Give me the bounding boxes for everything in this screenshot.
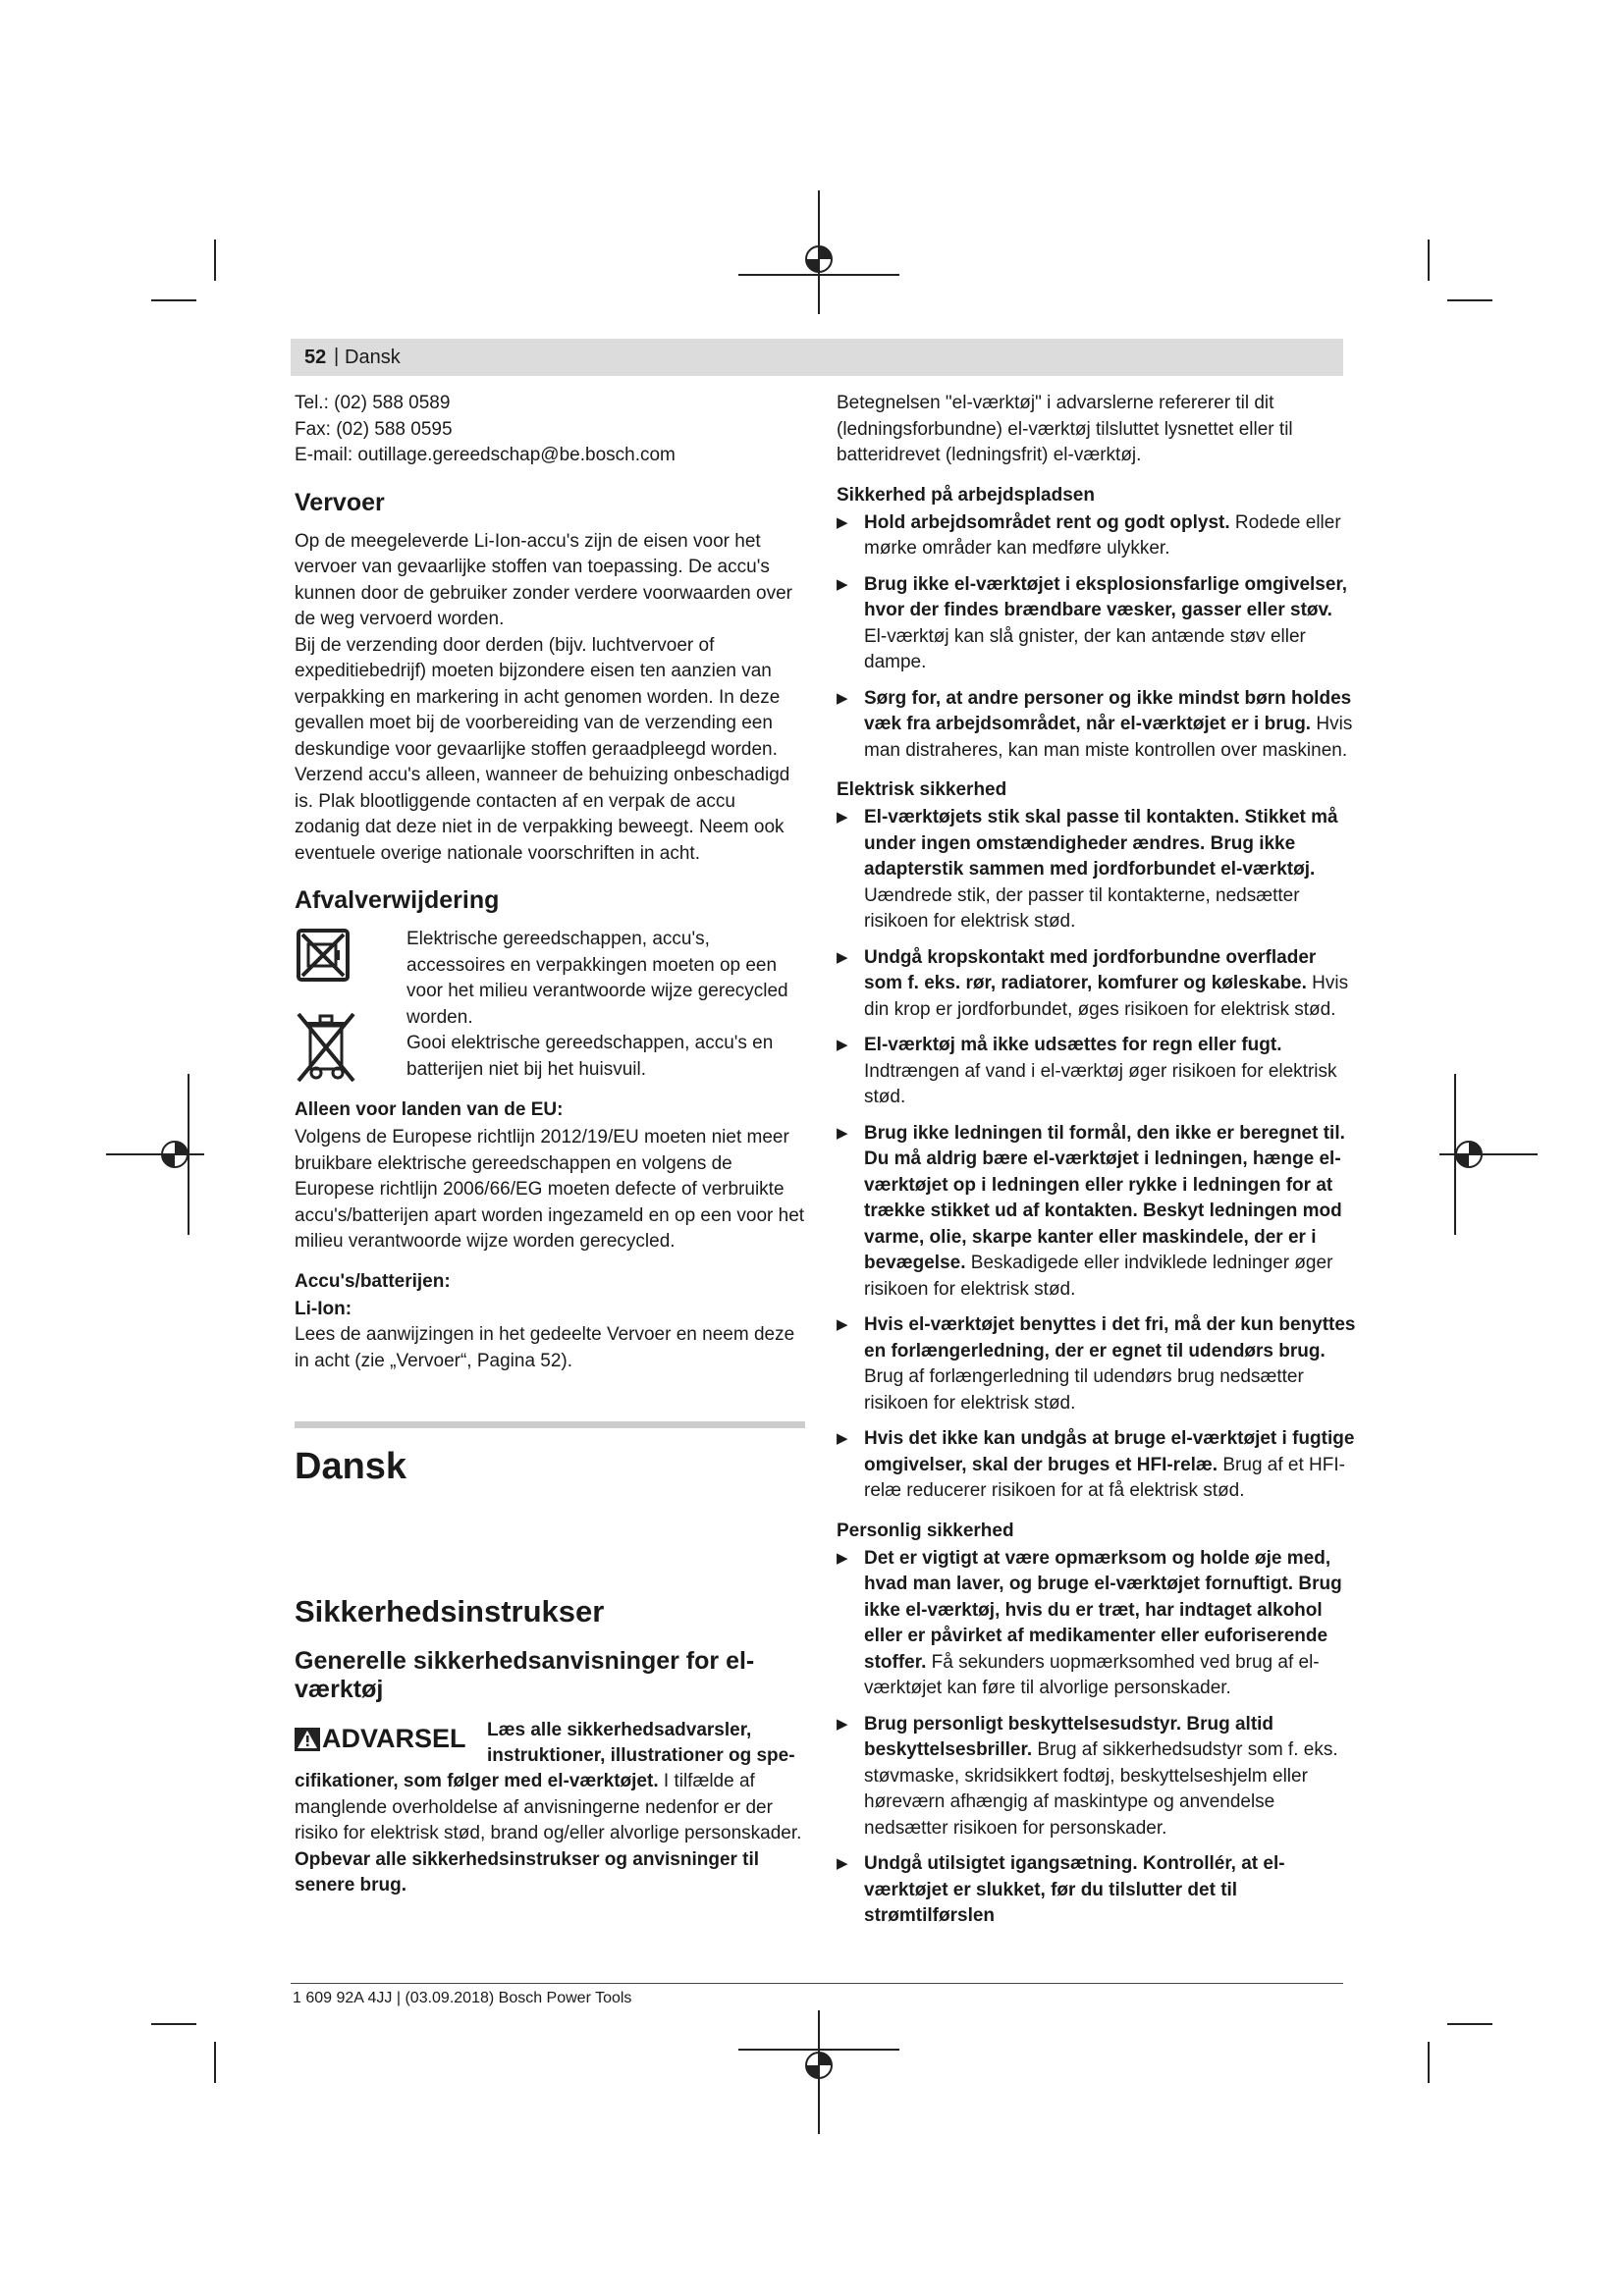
crop-mark-icon	[214, 2042, 216, 2083]
item-text: Brug af forlængerledning til udendørs brug nedsætter risikoen for elektrisk stød.	[864, 1366, 1304, 1414]
warning-continuation	[295, 1769, 805, 1847]
list-item	[837, 1121, 1357, 1304]
bullet-arrow-icon: ▶	[837, 513, 848, 531]
item-text: Rodede eller mørke områder kan medføre ulykker.	[864, 511, 1341, 559]
personal-safety-heading: Personlig sikkerhed	[837, 1520, 1014, 1541]
eu-heading: Alleen voor landen van de EU:	[295, 1099, 564, 1120]
list-item	[837, 805, 1357, 935]
bullet-arrow-icon: ▶	[837, 1715, 848, 1733]
accu-heading: Accu's/batterijen:	[295, 1270, 451, 1292]
item-text: Hvis din krop er jordforbundet, øges risikoen for elektrisk stød.	[864, 973, 1349, 1020]
vervoer-paragraph-2: Bij de verzending door derden (bijv. luchtvervoer of expeditiebedrijf) moeten bijzondere eisen ten aanzien van verpakking en markering in acht genomen worden. In deze gevallen moet bij de voorbereiding van de verzending een deskundige voor gevaarlijke stoffen geraadpleegd worden.	[295, 634, 781, 760]
safety-title: Sikkerhedsinstrukser	[295, 1594, 605, 1629]
disposal-paragraph-2: Gooi elektrische gereedschappen, accu's en batterijen niet bij het huisvuil.	[406, 1033, 774, 1080]
registration-mark-icon	[738, 2010, 899, 2134]
list-item	[837, 1851, 1357, 1930]
item-text: Hvis man distraheres, kan man miste kontrollen over maskinen.	[864, 714, 1353, 761]
header-language: Dansk	[345, 347, 401, 368]
warning-label: ADVARSEL	[322, 1724, 466, 1753]
work-safety-list	[837, 510, 1357, 765]
crop-mark-icon	[1428, 2042, 1430, 2083]
crop-mark-icon	[1447, 299, 1492, 301]
item-text: Beskadigede eller indviklede ledninger øger risikoen for elektrisk stød.	[864, 1253, 1333, 1300]
list-item	[837, 945, 1357, 1024]
afvalverwijdering-heading: Afvalverwijdering	[295, 886, 500, 914]
section-divider	[295, 1421, 805, 1428]
item-bold-text: Brug personligt beskyttelsesudstyr. Brug altid beskyttelsesbriller.	[864, 1713, 1274, 1760]
bullet-arrow-icon: ▶	[837, 948, 848, 966]
vervoer-paragraph-3: Verzend accu's alleen, wanneer de behuizing onbeschadigd is. Plak blootliggende contacten af en verpak de accu zodanig dat deze niet in de verpakking beweegt. Neem ook eventuele overige nationale voorschriften in acht.	[295, 765, 790, 864]
bullet-arrow-icon: ▶	[837, 1549, 848, 1567]
item-text: El-værktøj kan slå gnister, der kan antænde støv eller dampe.	[864, 625, 1306, 672]
page-footer	[291, 1983, 1343, 2006]
list-item	[837, 1712, 1357, 1842]
liion-heading: Li-Ion:	[295, 1298, 352, 1319]
eu-text: Volgens de Europese richtlijn 2012/19/EU moeten niet meer bruikbare elektrische gereedschappen en volgens de Europese richtlijn 2006/66/EG moeten defecte of verbruikte accu's/batterijen apart worden ingezameld en op een voor het milieu verantwoorde wijze worden gerecycled.	[295, 1127, 805, 1252]
crossed-bin-icon	[295, 1010, 357, 1085]
registration-mark-icon	[1439, 1074, 1538, 1235]
item-text: Brug af et HFI-relæ reducerer risikoen for at få elektrisk stød.	[864, 1454, 1345, 1501]
item-bold-text: Brug ikke ledningen til formål, den ikke er beregnet til. Du må aldrig bære el-værktøjet i ledningen, hænge el-værktøjet op i ledningen eller rykke i ledningen for at trække stikket ud af kontakten. Beskyt ledningen mod varme, olie, skarpe kanter eller maskindele, der er i bevægelse.	[864, 1122, 1345, 1273]
liion-text: Lees de aanwijzingen in het gedeelte Vervoer en neem deze in acht (zie „Vervoer“, Pagina 52).	[295, 1324, 795, 1371]
bullet-arrow-icon: ▶	[837, 689, 848, 707]
bullet-arrow-icon: ▶	[837, 1124, 848, 1142]
list-item	[837, 510, 1357, 562]
item-bold-text: Undgå utilsigtet igangsætning. Kontrollér, at el-værktøjet er slukket, før du tilslutter det til strømtilførslen	[864, 1853, 1285, 1926]
contact-fax: Fax: (02) 588 0595	[295, 418, 453, 440]
warning-badge	[295, 1724, 466, 1754]
item-bold-text: Brug ikke el-værktøjet i eksplosionsfarlige omgivelser, hvor der findes brændbare væsker, gasser eller støv.	[864, 573, 1348, 620]
disposal-block	[295, 927, 805, 1084]
bullet-arrow-icon: ▶	[837, 1037, 848, 1053]
list-item	[837, 572, 1357, 676]
crop-mark-icon	[1428, 240, 1430, 281]
warning-triangle-icon	[295, 1728, 320, 1751]
header-separator: |	[334, 346, 340, 367]
item-bold-text: Sørg for, at andre personer og ikke mindst børn holdes væk fra arbejdsområdet, når el-værktøjet er i brug.	[864, 687, 1352, 734]
item-text: Få sekunders uopmærksomhed ved brug af el-værktøjet kan føre til alvorlige personskader.	[864, 1651, 1320, 1698]
left-column	[295, 391, 805, 1899]
crop-mark-icon	[1447, 2023, 1492, 2025]
vervoer-heading: Vervoer	[295, 488, 385, 516]
bullet-arrow-icon: ▶	[837, 1430, 848, 1447]
list-item	[837, 1033, 1357, 1111]
general-safety-heading: Generelle sikkerhedsanvisninger for el-værktøj	[295, 1647, 755, 1703]
work-safety-heading: Sikkerhed på arbejdspladsen	[837, 484, 1095, 506]
item-text: Indtrængen af vand i el-værktøj øger risikoen for elektrisk stød.	[864, 1060, 1337, 1107]
item-bold-text: Hvis det ikke kan undgås at bruge el-værktøjet i fugtige omgivelser, skal der bruges et HFI-relæ.	[864, 1428, 1355, 1475]
item-text: Brug af sikkerhedsudstyr som f. eks. støvmaske, skridsikkert fodtøj, beskyttelseshjelm eller høreværn afhængig af maskintype og anvendelse nedsætter risikoen for personskader.	[864, 1739, 1338, 1839]
item-bold-text: El-værktøjets stik skal passe til kontakten. Stikket må under ingen omstændigheder ændres. Brug ikke adapterstik sammen med jordforbundet el-værktøj.	[864, 807, 1338, 880]
registration-mark-icon	[738, 190, 899, 314]
bullet-arrow-icon: ▶	[837, 1855, 848, 1872]
right-column	[837, 391, 1357, 1940]
bullet-arrow-icon: ▶	[837, 1316, 848, 1333]
list-item	[837, 1426, 1357, 1505]
battery-recycle-icon	[295, 927, 352, 984]
warning-lead: Læs alle sikkerhedsadvarsler, instruktioner, illustrationer og spe-	[487, 1720, 795, 1766]
contact-email: E-mail: outillage.gereedschap@be.bosch.com	[295, 445, 676, 465]
warning-row	[295, 1718, 805, 1769]
crop-mark-icon	[151, 2023, 196, 2025]
personal-safety-list	[837, 1546, 1357, 1930]
crop-mark-icon	[151, 299, 196, 301]
vervoer-paragraph-1: Op de meegeleverde Li-Ion-accu's zijn de eisen voor het vervoer van gevaarlijke stoffen van toepassing. De accu's kunnen door de gebruiker zonder verdere voorwaarden over de weg vervoerd worden.	[295, 530, 792, 629]
electrical-safety-list	[837, 805, 1357, 1505]
list-item	[837, 686, 1357, 765]
item-bold-text: Hvis el-værktøjet benyttes i det fri, må der kun benyttes en forlængerledning, der er egnet til udendørs brug.	[864, 1314, 1356, 1362]
keep-instructions: Opbevar alle sikkerhedsinstrukser og anvisninger til senere brug.	[295, 1848, 760, 1896]
item-bold-text: Det er vigtigt at være opmærksom og holde øje med, hvad man laver, og bruge el-værktøjet fornuftigt. Brug ikke el-værktøj, hvis du er træt, har indtaget alkohol eller er påvirket af medikamenter eller euforiserende stoffer.	[864, 1547, 1342, 1673]
bullet-arrow-icon: ▶	[837, 575, 848, 593]
warning-continuation-text: I tilfælde af manglende overholdelse af anvisningerne nedenfor er der risiko for elektrisk stød, brand og/eller alvorlige personskader.	[295, 1771, 802, 1843]
item-text: Uændrede stik, der passer til kontakterne, nedsætter risikoen for elektrisk stød.	[864, 884, 1300, 932]
intro-paragraph: Betegnelsen "el-værktøj" i advarslerne refererer til dit (ledningsforbundne) el-værktøj tilsluttet lysnettet eller til batteridrevet (ledningsfrit) el-værktøj.	[837, 393, 1293, 465]
item-bold-text: Undgå kropskontakt med jordforbundne overflader som f. eks. rør, radiatorer, komfurer og køleskabe.	[864, 946, 1317, 993]
warning-continuation-bold: cifikationer, som følger med el-værktøjet.	[295, 1771, 659, 1791]
list-item	[837, 1546, 1357, 1702]
bullet-arrow-icon: ▶	[837, 809, 848, 826]
registration-mark-icon	[106, 1074, 204, 1235]
contact-phone: Tel.: (02) 588 0589	[295, 393, 451, 413]
dansk-title: Dansk	[295, 1446, 407, 1487]
electrical-safety-heading: Elektrisk sikkerhed	[837, 779, 1007, 800]
disposal-paragraph-1: Elektrische gereedschappen, accu's, accessoires en verpakkingen moeten op een voor het milieu verantwoorde wijze gerecycled worden.	[406, 929, 788, 1028]
footer-text: 1 609 92A 4JJ | (03.09.2018) Bosch Power Tools	[293, 1990, 632, 2006]
crop-mark-icon	[214, 240, 216, 281]
item-bold-text: Hold arbejdsområdet rent og godt oplyst.	[864, 511, 1230, 533]
page-number: 52	[304, 347, 327, 368]
list-item	[837, 1312, 1357, 1416]
page-header	[291, 339, 1343, 376]
item-bold-text: El-værktøj må ikke udsættes for regn eller fugt.	[864, 1035, 1282, 1055]
